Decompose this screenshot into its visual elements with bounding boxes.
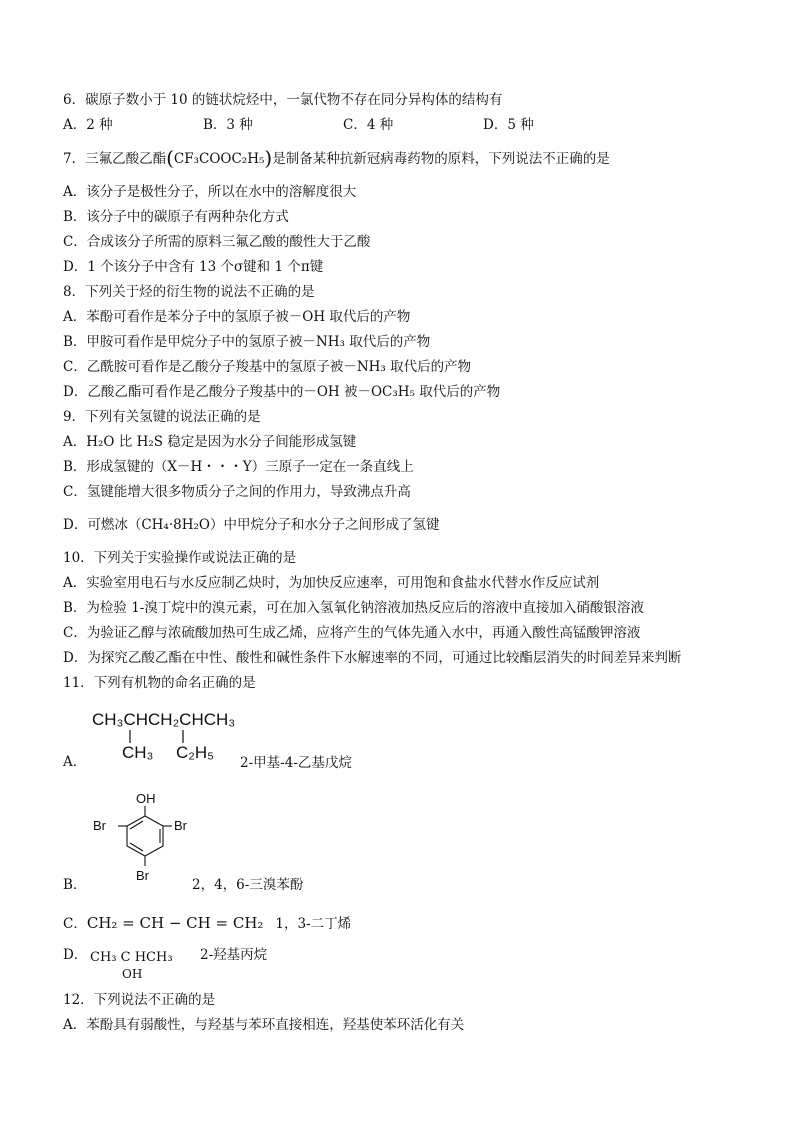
q8-option-c: C．乙酰胺可看作是乙酸分子羧基中的氢原子被－NH₃ 取代后的产物 <box>63 359 472 375</box>
q6-option-c: C．4 种 <box>343 117 394 133</box>
q8-option-d: D．乙酸乙酯可看作是乙酸分子羧基中的－OH 被－OC₃H₅ 取代后的产物 <box>63 384 501 400</box>
q9-option-d-post: ）中甲烷分子和水分子之间形成了氢键 <box>209 517 440 533</box>
q7-option-a: A．该分子是极性分子，所以在水中的溶解度很大 <box>63 184 357 200</box>
q11-option-b-label: B． <box>63 877 87 893</box>
q7-stem: 7．三氟乙酸乙酯(CF₃COOC₂H₅)是制备某种抗新冠病毒药物的原料，下列说法不正确的是 <box>63 146 610 170</box>
q11-b-double-bond-2 <box>130 821 143 829</box>
q11-b-br-bottom: Br <box>136 868 149 883</box>
q6-option-b: B．3 种 <box>203 117 253 133</box>
q9-option-a: A．H₂O 比 H₂S 稳定是因为水分子间能形成氢键 <box>63 434 357 450</box>
q7-option-b: B．该分子中的碳原子有两种杂化方式 <box>63 209 289 225</box>
q10-option-b: B．为检验 1-溴丁烷中的溴元素，可在加入氢氧化钠溶液加热反应后的溶液中直接加入硝酸银溶液 <box>63 600 644 616</box>
q7-formula: CF₃COOC₂H₅ <box>173 151 265 167</box>
q6-option-d: D．5 种 <box>483 117 534 133</box>
q11-option-a-label: A． <box>63 754 87 770</box>
q11-b-benzene-ring <box>127 816 163 856</box>
q11-b-oh: OH <box>136 791 156 806</box>
q11-option-d-name: 2-羟基丙烷 <box>200 947 268 963</box>
q9-option-c: C．氢键能增大很多物质分子之间的作用力，导致沸点升高 <box>63 484 411 500</box>
q11-b-br-right: Br <box>174 818 187 833</box>
q11-option-a-name: 2-甲基-4-乙基戊烷 <box>240 755 352 771</box>
q11-option-c-name: 1，3-二丁烯 <box>275 916 352 932</box>
q11-option-d-formula: CH₃ C HCH₃ <box>90 950 173 965</box>
q12-stem: 12．下列说法不正确的是 <box>63 992 216 1008</box>
q11-a-main-chain: CH₃CHCH₂CHCH₃ <box>92 710 236 729</box>
q11-a-ethyl: C₂H₅ <box>176 743 215 762</box>
q9-option-b: B．形成氢键的（X－H・・・Y）三原子一定在一条直线上 <box>63 459 414 475</box>
q11-a-structure <box>88 706 248 764</box>
q11-option-c <box>63 915 351 932</box>
q7-option-c: C．合成该分子所需的原料三氟乙酸的酸性大于乙酸 <box>63 234 371 250</box>
q10-stem: 10．下列关于实验操作或说法正确的是 <box>63 550 297 566</box>
q10-option-a: A．实验室用电石与水反应制乙炔时，为加快反应速率，可用饱和食盐水代替水作反应试剂 <box>63 575 600 591</box>
q11-option-d-oh: OH <box>122 967 143 981</box>
q8-stem: 8．下列关于烃的衍生物的说法不正确的是 <box>63 284 315 300</box>
q7-stem-post: 是制备某种抗新冠病毒药物的原料，下列说法不正确的是 <box>272 151 610 167</box>
q11-a-methyl: CH₃ <box>122 743 154 762</box>
q10-option-d: D．为探究乙酸乙酯在中性、酸性和碱性条件下水解速率的不同，可通过比较酯层消失的时间差异来判断 <box>63 650 682 666</box>
q7-option-d: D．1 个该分子中含有 13 个σ键和 1 个π键 <box>63 259 324 275</box>
q11-option-c-label: C． <box>63 916 87 932</box>
q11-option-b-name: 2，4，6-三溴苯酚 <box>192 877 304 893</box>
q11-b-br-left: Br <box>93 818 106 833</box>
q11-option-c-formula: CH₂ = CH − CH = CH₂ <box>86 914 264 932</box>
q9-stem: 9．下列有关氢键的说法正确的是 <box>63 409 261 425</box>
q11-stem: 11．下列有机物的命名正确的是 <box>63 675 256 691</box>
q8-option-b: B．甲胺可看作是甲烷分子中的氢原子被－NH₃ 取代后的产物 <box>63 334 431 350</box>
q9-option-d-pre: D．可燃冰（ <box>63 517 142 533</box>
q8-option-a: A．苯酚可看作是苯分子中的氢原子被－OH 取代后的产物 <box>63 309 411 325</box>
q12-option-a: A．苯酚具有弱酸性，与羟基与苯环直接相连，羟基使苯环活化有关 <box>63 1017 465 1033</box>
q11-b-double-bond-3 <box>130 843 143 851</box>
q10-option-c: C．为验证乙醇与浓硫酸加热可生成乙烯，应将产生的气体先通入水中，再通入酸性高锰酸钾溶液 <box>63 625 641 641</box>
q9-option-d-formula: CH₄·8H₂O <box>141 517 210 533</box>
q9-option-d <box>63 517 439 533</box>
q11-option-d-label: D． <box>63 947 88 963</box>
q6-stem: 6．碳原子数小于 10 的链状烷烃中，一氯代物不存在同分异构体的结构有 <box>63 92 503 108</box>
q7-stem-pre: 7．三氟乙酸乙酯 <box>63 151 167 167</box>
q11-b-structure <box>88 788 198 888</box>
q6-option-a: A．2 种 <box>63 117 113 133</box>
